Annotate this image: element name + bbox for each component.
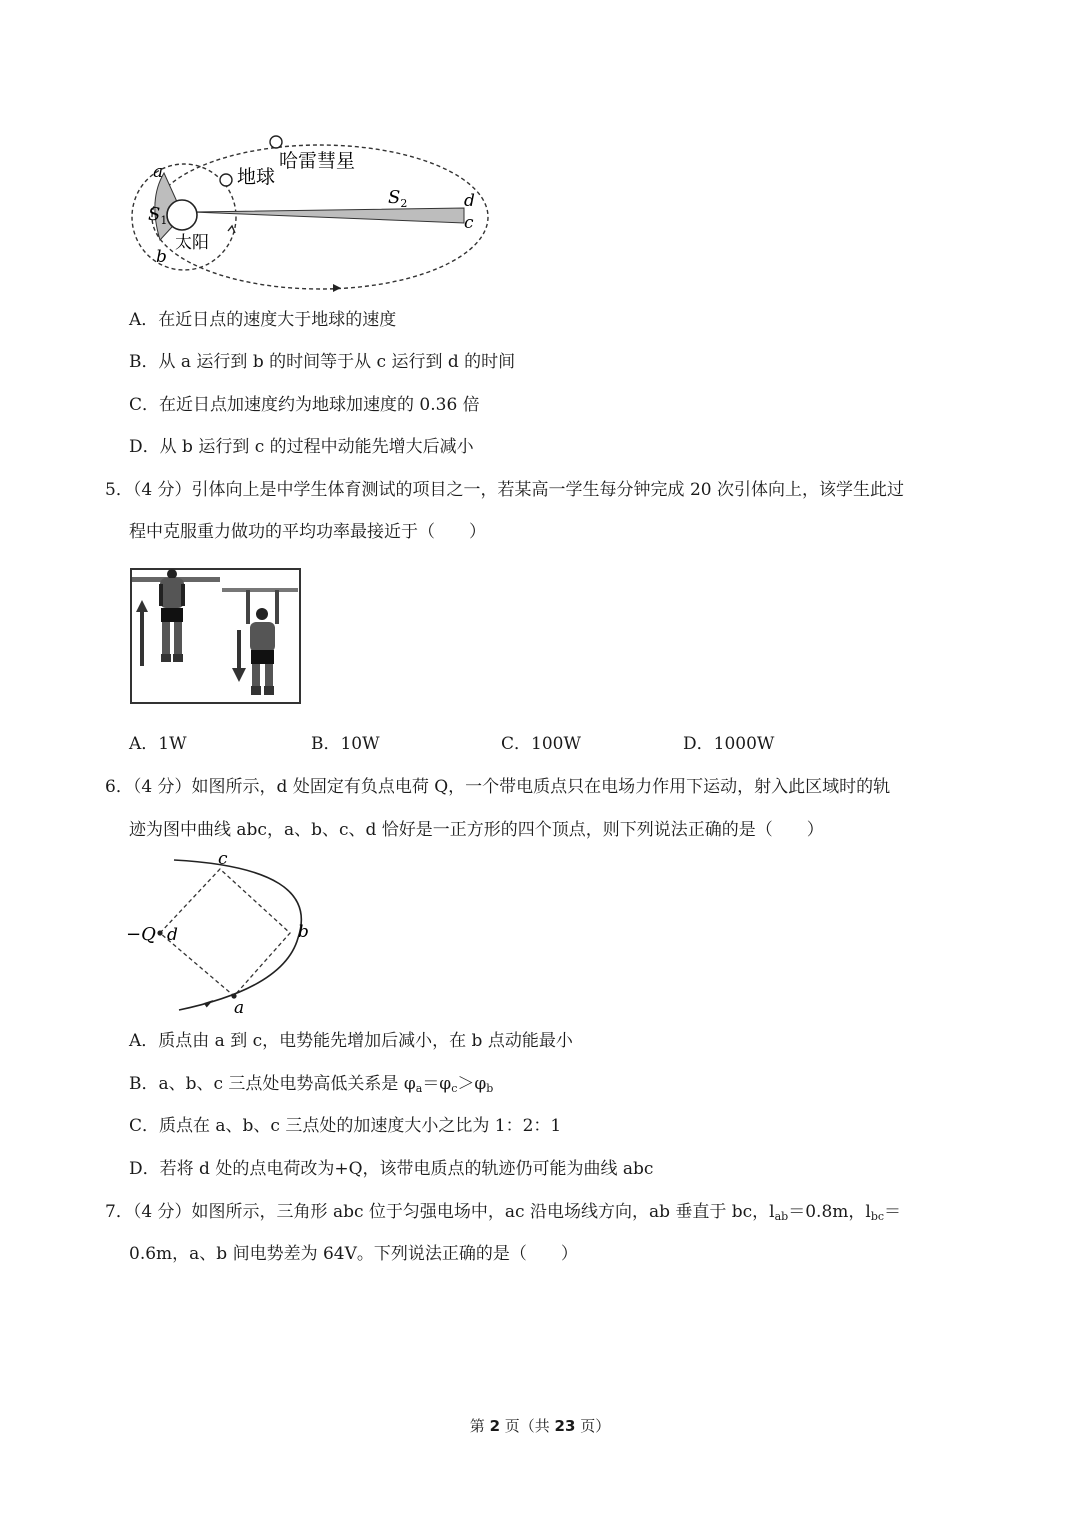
q6-option-c: C．质点在 a、b、c 三点处的加速度大小之比为 1：2：1: [129, 1116, 562, 1136]
charge-trajectory-svg: [124, 848, 324, 1018]
q7-stem-line2: 0.6m，a、b 间电势差为 64V。下列说法正确的是（ ）: [129, 1244, 578, 1264]
label-s2: $S_2$: [388, 187, 408, 210]
square-dashed: [160, 869, 290, 996]
current-page: 2: [489, 1417, 500, 1435]
label-d6: d: [167, 925, 178, 945]
q6-stem-line1: 6．（4 分）如图所示，d 处固定有负点电荷 Q，一个带电质点只在电场力作用下运动，射入此区域时的轨: [105, 777, 891, 797]
q5-option-a: A．1W: [129, 734, 187, 754]
q7-stem-line1: 7．（4 分）如图所示，三角形 abc 位于匀强电场中，ac 沿电场线方向，ab 垂直于 bc，$l_{ab}=0.8m$，$l_{bc}=$: [105, 1202, 902, 1223]
earth-circle: [220, 174, 232, 186]
q4-option-c: C．在近日点加速度约为地球加速度的 0.36 倍: [129, 395, 480, 415]
page-footer: 第 2 页（共 23 页）: [469, 1417, 611, 1435]
halley-orbit-figure: [120, 128, 490, 293]
trajectory-curve: [174, 860, 301, 1010]
label-c6: c: [218, 849, 228, 869]
label-b: b: [156, 247, 167, 267]
charge-trajectory-figure: [124, 848, 324, 1018]
q4-option-d: D．从 b 运行到 c 的过程中动能先增大后减小: [129, 437, 474, 457]
comet-orbit-arrow: [333, 284, 341, 292]
pullup-svg: [130, 568, 302, 705]
q5-option-d: D．1000W: [683, 734, 775, 754]
s2-sector: [192, 208, 464, 223]
pullup-figure: [130, 568, 302, 705]
label-sun: 太阳: [175, 233, 209, 253]
label-a: a: [153, 162, 164, 182]
q5-stem-line1: 5．（4 分）引体向上是中学生体育测试的项目之一，若某高一学生每分钟完成 20 次引体向上，该学生此过: [105, 480, 904, 500]
q5-option-b: B．10W: [311, 734, 380, 754]
label-comet: 哈雷彗星: [279, 150, 356, 172]
q6-option-b: B．a、b、c 三点处电势高低关系是 $\varphi_a=\varphi_c>\varphi_b$: [129, 1074, 494, 1095]
total-pages: 23: [554, 1417, 576, 1435]
label-a6: a: [234, 998, 245, 1018]
label-d: d: [464, 191, 475, 211]
q6-option-a: A．质点由 a 到 c，电势能先增加后减小，在 b 点动能最小: [129, 1031, 573, 1051]
pullup-bar-right: [222, 588, 298, 592]
point-d: [157, 930, 162, 935]
label-c: c: [464, 213, 474, 233]
q5-stem-line2: 程中克服重力做功的平均功率最接近于（ ）: [129, 522, 486, 542]
sun-circle: [167, 200, 197, 230]
label-q: −Q: [126, 924, 156, 945]
q5-option-c: C．100W: [501, 734, 581, 754]
earth-orbit-arrow: [228, 226, 235, 233]
q6-stem-line2: 迹为图中曲线 abc，a、b、c、d 恰好是一正方形的四个顶点，则下列说法正确的是（ ）: [129, 820, 824, 840]
halley-orbit-svg: [120, 128, 490, 293]
q6-option-d: D．若将 d 处的点电荷改为+Q，该带电质点的轨迹仍可能为曲线 abc: [129, 1159, 654, 1179]
comet-circle: [270, 136, 282, 148]
q4-option-a: A．在近日点的速度大于地球的速度: [129, 310, 397, 330]
q4-option-b: B．从 a 运行到 b 的时间等于从 c 运行到 d 的时间: [129, 352, 516, 372]
label-s1: $S_1$: [148, 204, 168, 227]
label-earth: 地球: [237, 166, 276, 188]
label-b6: b: [298, 922, 309, 942]
